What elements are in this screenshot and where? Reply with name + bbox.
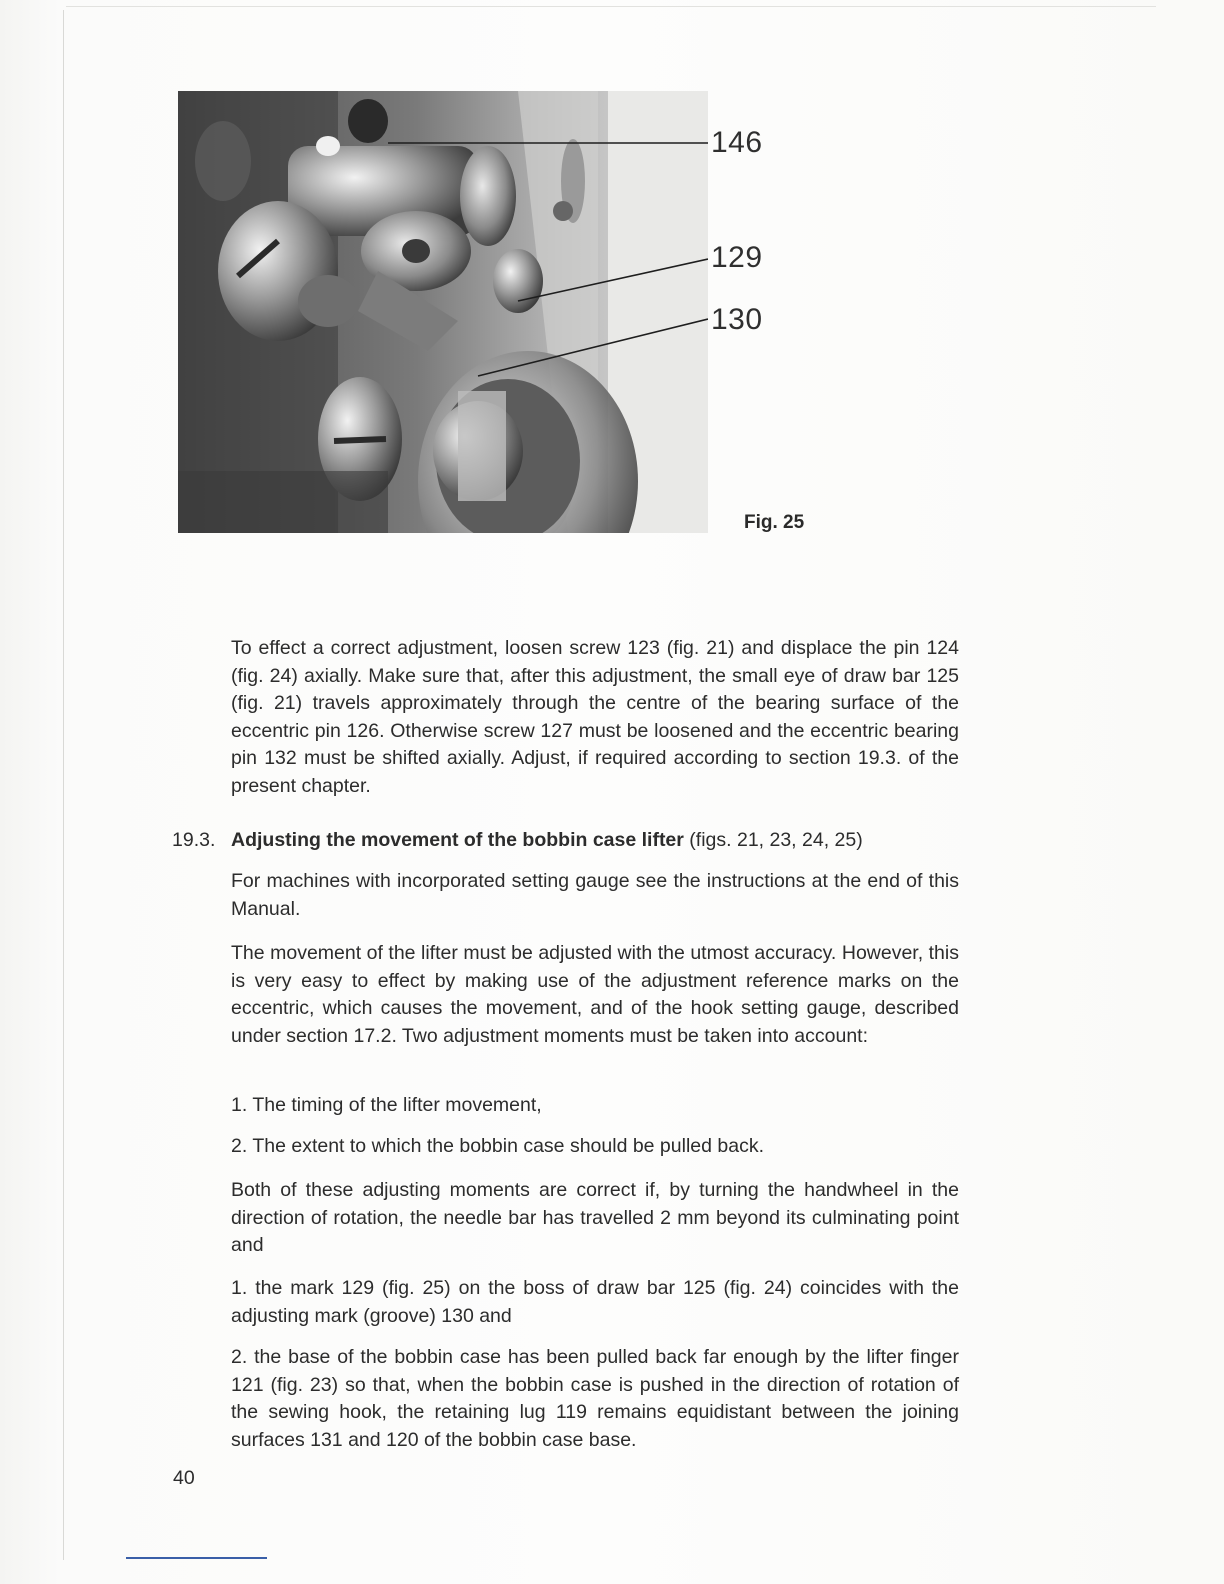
gauge-note-paragraph: For machines with incorporated setting gauge see the instructions at the end of this Manual. — [231, 870, 959, 920]
movement-paragraph: The movement of the lifter must be adjusted with the utmost accuracy. However, this is very easy to effect by making use of the adjustment reference marks on the eccentric, which causes the movement, and of the hook setting gauge, described under section 17.2. Two adjustment moments must be taken into account: — [231, 942, 959, 1047]
footer-link-underline — [126, 1557, 267, 1559]
intro-paragraph: To effect a correct adjustment, loosen screw 123 (fig. 21) and displace the pin 124 (fig. 24) axially. Make sure that, after this adjustment, the small eye of draw bar 125 (fig. 21) travels approximately through the centre of the bearing surface of the eccentric pin 126. Otherwise screw 127 must be loosened and the eccentric bearing pin 132 must be shifted axially. Adjust, if required according to section 19.3. of the present chapter. — [231, 637, 959, 797]
section-number: 19.3. — [172, 829, 216, 851]
top-edge-rule — [66, 6, 1156, 7]
section-title: Adjusting the movement of the bobbin case lifter — [231, 829, 684, 851]
page-number: 40 — [173, 1467, 195, 1489]
section-figs: (figs. 21, 23, 24, 25) — [689, 829, 863, 851]
condition-item-1 — [231, 1275, 959, 1330]
moment-item-1 — [231, 1092, 959, 1120]
callout-146: 146 — [711, 126, 763, 159]
list-item: 1. The timing of the lifter movement, — [231, 1094, 542, 1116]
condition-item-2 — [231, 1344, 959, 1454]
moment-item-2 — [231, 1133, 959, 1161]
intro-paragraph-block — [231, 635, 959, 800]
section-heading — [231, 829, 863, 852]
gauge-note-block — [231, 868, 959, 923]
movement-block — [231, 940, 959, 1050]
both-correct-paragraph: Both of these adjusting moments are correct if, by turning the handwheel in the direction of rotation, the needle bar has travelled 2 mm beyond its culminating point and — [231, 1179, 959, 1256]
list-item: 1. the mark 129 (fig. 25) on the boss of draw bar 125 (fig. 24) coincides with the adjusting mark (groove) 130 and — [231, 1277, 959, 1327]
figure-caption: Fig. 25 — [744, 512, 805, 533]
list-item: 2. the base of the bobbin case has been pulled back far enough by the lifter finger 121 (fig. 23) so that, when the bobbin case is pushed in the direction of rotation of the sewing hook, the retaining lug 119 remains equidistant between the joining surfaces 131 and 120 of the bobbin case base. — [231, 1346, 959, 1451]
figure-25-photo — [178, 91, 708, 533]
list-item: 2. The extent to which the bobbin case should be pulled back. — [231, 1135, 765, 1157]
callout-130: 130 — [711, 303, 763, 336]
callout-129: 129 — [711, 241, 763, 274]
both-correct-block — [231, 1177, 959, 1260]
binding-edge-rule — [63, 10, 64, 1560]
